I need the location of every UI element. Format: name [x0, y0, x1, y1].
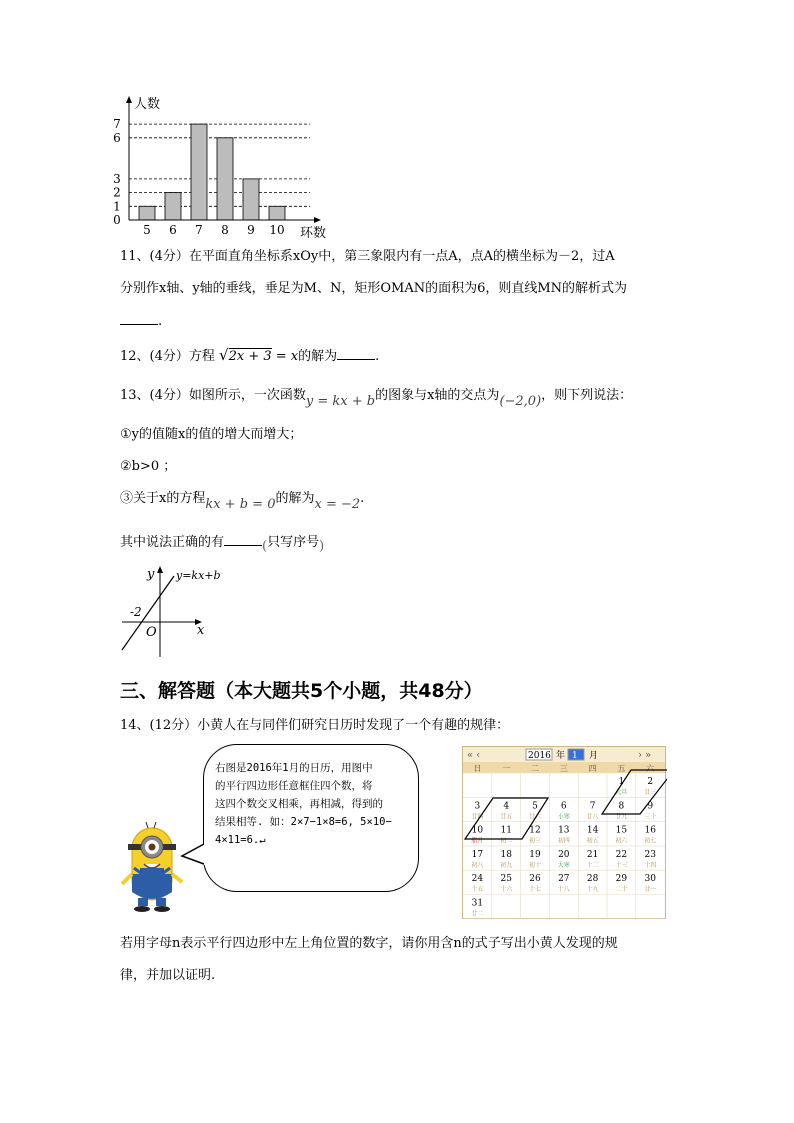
bar	[269, 206, 285, 220]
minion-illustration	[120, 822, 190, 914]
month-value: 1	[572, 751, 578, 761]
calendar-lunar-label: 十三	[615, 861, 628, 869]
paren-open: (	[262, 539, 268, 554]
q12-rhs: = x	[275, 349, 299, 364]
item3-sol: x = −2	[314, 497, 361, 512]
x-tick-label: 9	[247, 223, 255, 237]
month-unit: 月	[589, 751, 599, 761]
calendar-day-number: 28	[586, 874, 599, 885]
x-tick-label: 5	[143, 223, 151, 237]
graph-y-arrow	[157, 566, 163, 573]
q12-line	[120, 346, 379, 366]
y-tick-label: 3	[113, 171, 121, 186]
calendar-day-number: 26	[529, 874, 541, 885]
calendar-lunar-label: 十五	[471, 886, 484, 894]
weekday-label: 三	[559, 764, 568, 773]
q13-suffix: ，则下列说法：	[541, 388, 633, 403]
correct-prefix: 其中说法正确的有	[120, 535, 225, 550]
calendar-day-number: 19	[529, 849, 541, 860]
weekday-label: 日	[473, 764, 482, 773]
calendar-lunar-label: 初十	[528, 861, 542, 869]
calendar-day-number: 14	[586, 825, 599, 836]
q12-end: .	[375, 349, 380, 364]
q14-closing2: 律，并加以证明.	[120, 968, 216, 983]
calendar-day-number: 5	[532, 801, 538, 812]
calendar-lunar-label: 大寒	[557, 861, 570, 869]
item3-eq: kx + b = 0	[205, 497, 276, 512]
q13-func: y = kx + b	[305, 394, 376, 409]
graph-x-label: x	[197, 623, 205, 638]
calendar-day-number: 15	[615, 825, 628, 836]
bar	[217, 138, 233, 220]
calendar-day-number: 29	[615, 874, 628, 885]
year-value: 2016	[528, 751, 551, 761]
calendar-day-number: 3	[474, 801, 481, 812]
q11-line2: 分别作x轴、y轴的垂线，垂足为M、N，矩形OMAN的面积为6，则直线MN的解析式为	[120, 281, 628, 296]
calendar-day-number: 22	[615, 849, 628, 860]
y-tick-label: 7	[113, 117, 121, 132]
weekday-label: 二	[531, 764, 539, 773]
q12-prefix: 12、(4分）方程	[120, 349, 215, 364]
q13-point: (−2,0)	[499, 394, 542, 409]
calendar-day-number: 7	[589, 801, 596, 812]
paren-close: )	[319, 539, 325, 554]
q11-end: .	[158, 314, 163, 329]
bar	[139, 206, 155, 220]
calendar-lunar-label: 腊月	[471, 837, 484, 845]
y-tick-label: 6	[113, 130, 121, 145]
q13-correct	[120, 533, 324, 552]
bubble-line: 4×11=6.↵	[215, 834, 266, 846]
calendar-lunar-label: 廿八	[586, 813, 599, 821]
q13-item1: ①y的值随x的值的增大而增大；	[120, 427, 303, 442]
calendar-day-number: 1	[618, 777, 625, 787]
calendar-lunar-label: 十二	[586, 861, 599, 869]
calendar-lunar-label: 小寒	[557, 813, 570, 821]
q12-suffix: 的解为	[298, 349, 338, 364]
calendar-day-number: 27	[558, 874, 570, 885]
graph-neg2-label: -2	[130, 605, 142, 619]
weekday-label: 四	[588, 764, 597, 773]
bar	[165, 193, 181, 220]
calendar-lunar-label: 十九	[586, 886, 599, 894]
calendar-day-number: 2	[647, 777, 654, 787]
q13-item2: ②b>0 ；	[120, 459, 177, 474]
calendar-day-number: 6	[560, 801, 567, 812]
bar-chart	[110, 92, 340, 242]
y-axis-arrow	[126, 96, 132, 103]
graph-func-label: y=kx+b	[176, 569, 221, 582]
section-heading: 三、解答题（本大题共5个小题，共48分）	[120, 680, 483, 702]
calendar-day-number: 25	[500, 874, 512, 885]
x-tick-label: 10	[269, 223, 285, 237]
bubble-line: 结果相等. 如：2×7−1×8=6, 5×10−	[215, 816, 392, 828]
calendar-lunar-label: 十四	[644, 861, 657, 869]
calendar-lunar-label: 三十	[644, 813, 657, 821]
item3-mid: 的解为	[275, 491, 315, 506]
calendar-lunar-label: 十八	[557, 886, 570, 894]
bubble-line: 右图是2016年1月的日历，用图中	[215, 762, 373, 774]
calendar-day-number: 23	[644, 849, 656, 860]
x-axis-arrow	[314, 217, 321, 223]
calendar-lunar-label: 十七	[528, 886, 542, 894]
x-tick-label: 8	[221, 223, 229, 237]
answer-blank	[337, 347, 375, 360]
calendar-lunar-label: 初三	[528, 837, 542, 845]
y-tick-label: 2	[113, 185, 121, 200]
calendar-lunar-label: 初五	[586, 837, 599, 845]
q11-line1: 11、(4分）在平面直角坐标系xOy中，第三象限内有一点A，点A的横坐标为－2，过A	[120, 249, 615, 264]
calendar-day-number: 12	[529, 825, 541, 836]
sqrt-content: 2x + 3	[228, 349, 272, 364]
calendar-day-number: 24	[471, 874, 484, 885]
q14-closing1: 若用字母n表示平行四边形中左上角位置的数字，请你用含n的式子写出小黄人发现的规	[120, 936, 618, 951]
calendar-nav-prev[interactable]: « ‹	[467, 750, 481, 761]
calendar-lunar-label: 初四	[557, 837, 570, 845]
bar	[191, 124, 207, 220]
calendar-lunar-label: 廿六	[528, 813, 542, 821]
calendar-lunar-label: 廿四	[471, 813, 484, 821]
calendar-lunar-label: 廿九	[615, 813, 628, 821]
weekday-label: 一	[502, 764, 511, 773]
item3-prefix: ③关于x的方程	[120, 491, 206, 506]
calendar-nav-next[interactable]: › »	[638, 750, 652, 761]
calendar-day-number: 18	[500, 849, 512, 860]
calendar-lunar-label: 初八	[471, 861, 484, 869]
q13-middle: 的图象与x轴的交点为	[375, 388, 500, 403]
linear-function-graph	[118, 562, 228, 662]
x-axis-label: 环数	[300, 226, 327, 241]
bubble-line: 的平行四边形任意框住四个数，将	[215, 780, 373, 792]
answer-blank	[120, 312, 158, 325]
graph-origin-label: O	[146, 625, 157, 640]
y-tick-label: 1	[113, 199, 121, 214]
y-tick-label: 0	[113, 213, 121, 227]
calendar-lunar-label: 初六	[615, 837, 628, 845]
calendar-day-number: 30	[644, 874, 656, 885]
answer-blank	[224, 533, 262, 546]
calendar-lunar-label: 廿二	[471, 910, 484, 918]
calendar-day-number: 11	[500, 825, 512, 836]
calendar-lunar-label: 廿一	[644, 886, 657, 894]
bubble-text	[215, 759, 411, 849]
calendar-day-number: 20	[558, 849, 570, 860]
calendar-day-number: 17	[471, 849, 484, 860]
item3-end: .	[360, 491, 365, 506]
calendar-lunar-label: 廿五	[500, 813, 513, 821]
calendar-lunar-label: 十六	[500, 886, 513, 894]
q13-line	[120, 387, 633, 409]
calendar-widget	[462, 746, 667, 920]
x-tick-label: 7	[195, 223, 203, 237]
bubble-line: 这四个数交叉相乘，再相减，得到的	[215, 798, 383, 810]
weekday-label: 六	[646, 764, 655, 773]
bar	[243, 179, 259, 220]
calendar-day-number: 21	[586, 849, 599, 860]
calendar-lunar-label: 初七	[644, 837, 657, 845]
correct-suffix: 只写序号	[267, 535, 320, 550]
q14-intro: 14、(12分）小黄人在与同伴们研究日历时发现了一个有趣的规律：	[120, 718, 510, 733]
calendar-day-number: 8	[618, 801, 625, 812]
speech-bubble-tail	[180, 842, 210, 868]
q11-line3	[120, 312, 162, 331]
calendar-day-number: 13	[558, 825, 570, 836]
calendar-lunar-label: 初二	[500, 837, 513, 845]
calendar-lunar-label: 元旦	[615, 789, 628, 796]
calendar-day-number: 10	[471, 825, 484, 836]
calendar-day-number: 31	[471, 898, 484, 909]
calendar-lunar-label: 廿三	[644, 789, 657, 796]
calendar-day-number: 9	[647, 801, 654, 812]
q13-prefix: 13、(4分）如图所示，一次函数	[120, 388, 306, 403]
calendar-day-number: 4	[503, 801, 510, 812]
calendar-lunar-label: 初九	[500, 861, 513, 869]
x-tick-label: 6	[169, 223, 177, 237]
q13-item3	[120, 490, 365, 512]
sqrt-sign: √	[219, 346, 229, 364]
y-axis-label: 人数	[134, 97, 161, 112]
calendar-lunar-label: 二十	[615, 886, 628, 894]
weekday-label: 五	[617, 764, 626, 773]
graph-y-label: y	[147, 567, 155, 582]
calendar-day-number: 16	[644, 825, 656, 836]
year-unit: 年	[556, 751, 566, 761]
